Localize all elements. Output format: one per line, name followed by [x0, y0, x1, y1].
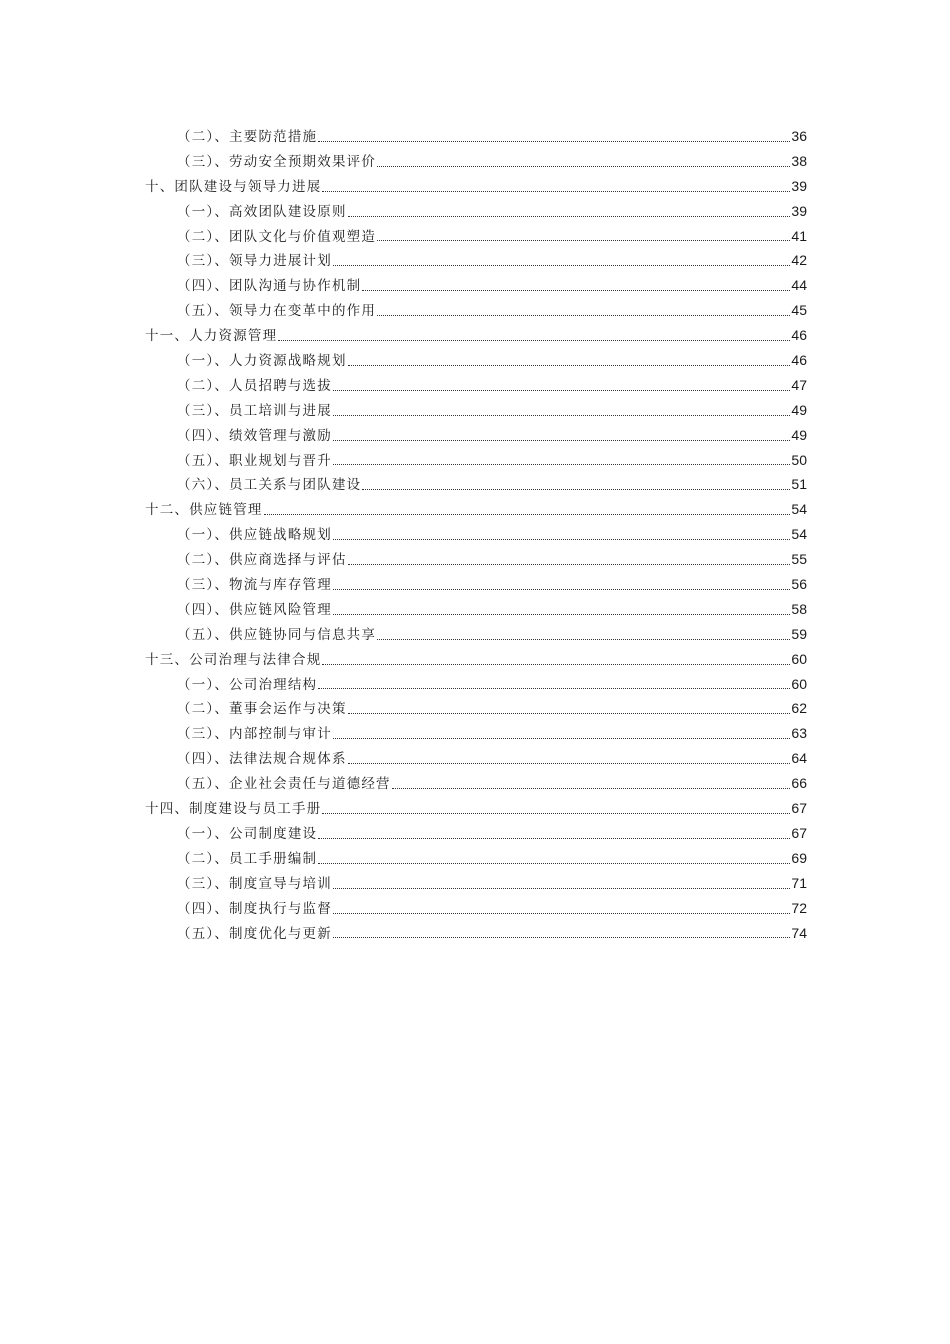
- toc-section-entry[interactable]: [145, 896, 807, 921]
- toc-dot-leader: [333, 389, 790, 391]
- toc-section-entry[interactable]: [145, 821, 807, 846]
- toc-dot-leader: [333, 538, 790, 540]
- toc-dot-leader: [333, 414, 790, 416]
- toc-entry-title: （二）、团队文化与价值观塑造: [177, 228, 377, 245]
- toc-entry-title: 十、团队建设与领导力进展: [145, 178, 322, 195]
- toc-entry-title: （五）、制度优化与更新: [177, 925, 332, 942]
- toc-dot-leader: [348, 712, 791, 714]
- toc-entry-page-number: 72: [791, 899, 807, 916]
- toc-entry-title: （二）、主要防范措施: [177, 129, 318, 145]
- toc-entry-page-number: 66: [791, 775, 807, 792]
- toc-entry-title: （五）、企业社会责任与道德经营: [177, 776, 391, 793]
- toc-entry-page-number: 47: [791, 376, 807, 393]
- toc-section-entry[interactable]: [145, 721, 807, 746]
- toc-entry-title: （一）、公司治理结构: [177, 676, 318, 693]
- toc-dot-leader: [392, 787, 791, 789]
- toc-section-entry[interactable]: [145, 846, 807, 871]
- toc-entry-page-number: 51: [791, 476, 807, 493]
- toc-entry-title: （四）、制度执行与监督: [177, 900, 332, 917]
- toc-entry-page-number: 67: [791, 800, 807, 817]
- toc-entry-title: （一）、高效团队建设原则: [177, 203, 347, 220]
- toc-chapter-entry[interactable]: [145, 647, 807, 672]
- toc-entry-title: （一）、供应链战略规划: [177, 527, 332, 544]
- toc-dot-leader: [333, 439, 790, 441]
- toc-entry-page-number: 62: [791, 700, 807, 717]
- toc-section-entry[interactable]: [145, 547, 807, 572]
- toc-entry-title: （五）、领导力在变革中的作用: [177, 303, 377, 320]
- toc-entry-page-number: 59: [791, 625, 807, 642]
- toc-dot-leader: [362, 289, 790, 291]
- toc-entry-page-number: 38: [791, 152, 807, 169]
- toc-entry-page-number: 41: [791, 227, 807, 244]
- toc-entry-title: （一）、人力资源战略规划: [177, 353, 347, 370]
- toc-section-entry[interactable]: [145, 522, 807, 547]
- toc-section-entry[interactable]: [145, 472, 807, 497]
- toc-entry-page-number: 74: [791, 924, 807, 941]
- toc-section-entry[interactable]: [145, 248, 807, 273]
- toc-entry-title: （六）、员工关系与团队建设: [177, 477, 362, 494]
- toc-entry-title: （三）、劳动安全预期效果评价: [177, 153, 377, 170]
- toc-section-entry[interactable]: [145, 273, 807, 298]
- toc-dot-leader: [333, 463, 790, 465]
- toc-dot-leader: [318, 140, 790, 142]
- toc-section-entry[interactable]: [145, 398, 807, 423]
- toc-section-entry[interactable]: [145, 572, 807, 597]
- toc-dot-leader: [264, 513, 791, 515]
- toc-dot-leader: [333, 264, 790, 266]
- toc-dot-leader: [377, 314, 790, 316]
- toc-entry-page-number: 49: [791, 426, 807, 443]
- table-of-contents: [145, 124, 807, 945]
- toc-entry-title: （二）、人员招聘与选拔: [177, 377, 332, 394]
- toc-dot-leader: [362, 488, 790, 490]
- toc-entry-title: （四）、团队沟通与协作机制: [177, 278, 362, 295]
- toc-entry-page-number: 63: [791, 725, 807, 742]
- toc-section-entry[interactable]: [145, 921, 807, 946]
- toc-entry-title: （二）、供应商选择与评估: [177, 552, 347, 569]
- toc-entry-page-number: 39: [791, 177, 807, 194]
- toc-entry-page-number: 60: [791, 650, 807, 667]
- toc-entry-title: （二）、员工手册编制: [177, 850, 318, 867]
- toc-dot-leader: [333, 737, 790, 739]
- toc-entry-page-number: 55: [791, 551, 807, 568]
- toc-entry-title: （三）、内部控制与审计: [177, 726, 332, 743]
- toc-entry-title: （五）、供应链协同与信息共享: [177, 626, 377, 643]
- toc-entry-page-number: 44: [791, 277, 807, 294]
- toc-dot-leader: [278, 339, 790, 341]
- toc-entry-title: （四）、法律法规合规体系: [177, 751, 347, 768]
- toc-entry-title: 十二、供应链管理: [145, 502, 263, 519]
- toc-chapter-entry[interactable]: [145, 174, 807, 199]
- toc-dot-leader: [318, 862, 790, 864]
- toc-section-entry[interactable]: [145, 871, 807, 896]
- toc-entry-title: （五）、职业规划与晋升: [177, 452, 332, 469]
- toc-dot-leader: [348, 364, 791, 366]
- toc-section-entry[interactable]: [145, 696, 807, 721]
- toc-entry-title: 十三、公司治理与法律合规: [145, 651, 322, 668]
- toc-dot-leader: [333, 936, 790, 938]
- toc-section-entry[interactable]: [145, 746, 807, 771]
- toc-dot-leader: [333, 912, 790, 914]
- toc-entry-title: （三）、领导力进展计划: [177, 253, 332, 270]
- toc-entry-page-number: 46: [791, 352, 807, 369]
- toc-entry-title: （三）、物流与库存管理: [177, 577, 332, 594]
- toc-dot-leader: [318, 837, 790, 839]
- toc-section-entry[interactable]: [145, 423, 807, 448]
- toc-chapter-entry[interactable]: [145, 497, 807, 522]
- toc-entry-page-number: 64: [791, 750, 807, 767]
- toc-section-entry[interactable]: [145, 448, 807, 473]
- toc-entry-title: （三）、员工培训与进展: [177, 402, 332, 419]
- toc-entry-page-number: 46: [791, 327, 807, 344]
- toc-chapter-entry[interactable]: [145, 796, 807, 821]
- toc-section-entry[interactable]: [145, 149, 807, 174]
- toc-entry-title: （三）、制度宣导与培训: [177, 875, 332, 892]
- toc-dot-leader: [348, 762, 791, 764]
- toc-dot-leader: [322, 812, 790, 814]
- toc-dot-leader: [322, 190, 790, 192]
- toc-dot-leader: [348, 563, 791, 565]
- toc-entry-page-number: 69: [791, 849, 807, 866]
- toc-entry-page-number: 42: [791, 252, 807, 269]
- toc-entry-title: （四）、供应链风险管理: [177, 601, 332, 618]
- toc-entry-page-number: 50: [791, 451, 807, 468]
- toc-section-entry[interactable]: [145, 672, 807, 697]
- toc-entry-title: （四）、绩效管理与激励: [177, 427, 332, 444]
- toc-dot-leader: [333, 588, 790, 590]
- toc-dot-leader: [377, 638, 790, 640]
- toc-section-entry[interactable]: [145, 298, 807, 323]
- toc-entry-page-number: 58: [791, 600, 807, 617]
- toc-entry-page-number: 45: [791, 302, 807, 319]
- toc-dot-leader: [333, 887, 790, 889]
- toc-entry-title: （一）、公司制度建设: [177, 825, 318, 842]
- toc-entry-title: 十一、人力资源管理: [145, 328, 278, 345]
- toc-dot-leader: [333, 613, 790, 615]
- toc-entry-page-number: 56: [791, 576, 807, 593]
- toc-section-entry[interactable]: [145, 199, 807, 224]
- toc-section-entry[interactable]: [145, 373, 807, 398]
- toc-entry-title: （二）、董事会运作与决策: [177, 701, 347, 718]
- toc-entry-page-number: 60: [791, 675, 807, 692]
- toc-entry-page-number: 36: [791, 128, 807, 144]
- toc-dot-leader: [322, 663, 790, 665]
- toc-section-entry[interactable]: [145, 348, 807, 373]
- toc-entry-page-number: 49: [791, 401, 807, 418]
- toc-entry-page-number: 54: [791, 526, 807, 543]
- toc-entry-page-number: 67: [791, 824, 807, 841]
- toc-dot-leader: [377, 165, 790, 167]
- toc-entry-page-number: 39: [791, 202, 807, 219]
- toc-entry-page-number: 71: [791, 874, 807, 891]
- toc-dot-leader: [377, 239, 790, 241]
- toc-section-entry[interactable]: [145, 597, 807, 622]
- toc-section-entry[interactable]: [145, 622, 807, 647]
- toc-entry-title: 十四、制度建设与员工手册: [145, 801, 322, 818]
- toc-entry-page-number: 54: [791, 501, 807, 518]
- toc-dot-leader: [348, 215, 791, 217]
- toc-chapter-entry[interactable]: [145, 323, 807, 348]
- toc-section-entry[interactable]: [145, 224, 807, 249]
- toc-dot-leader: [318, 687, 790, 689]
- toc-section-entry[interactable]: [145, 771, 807, 796]
- toc-section-entry[interactable]: [145, 124, 807, 149]
